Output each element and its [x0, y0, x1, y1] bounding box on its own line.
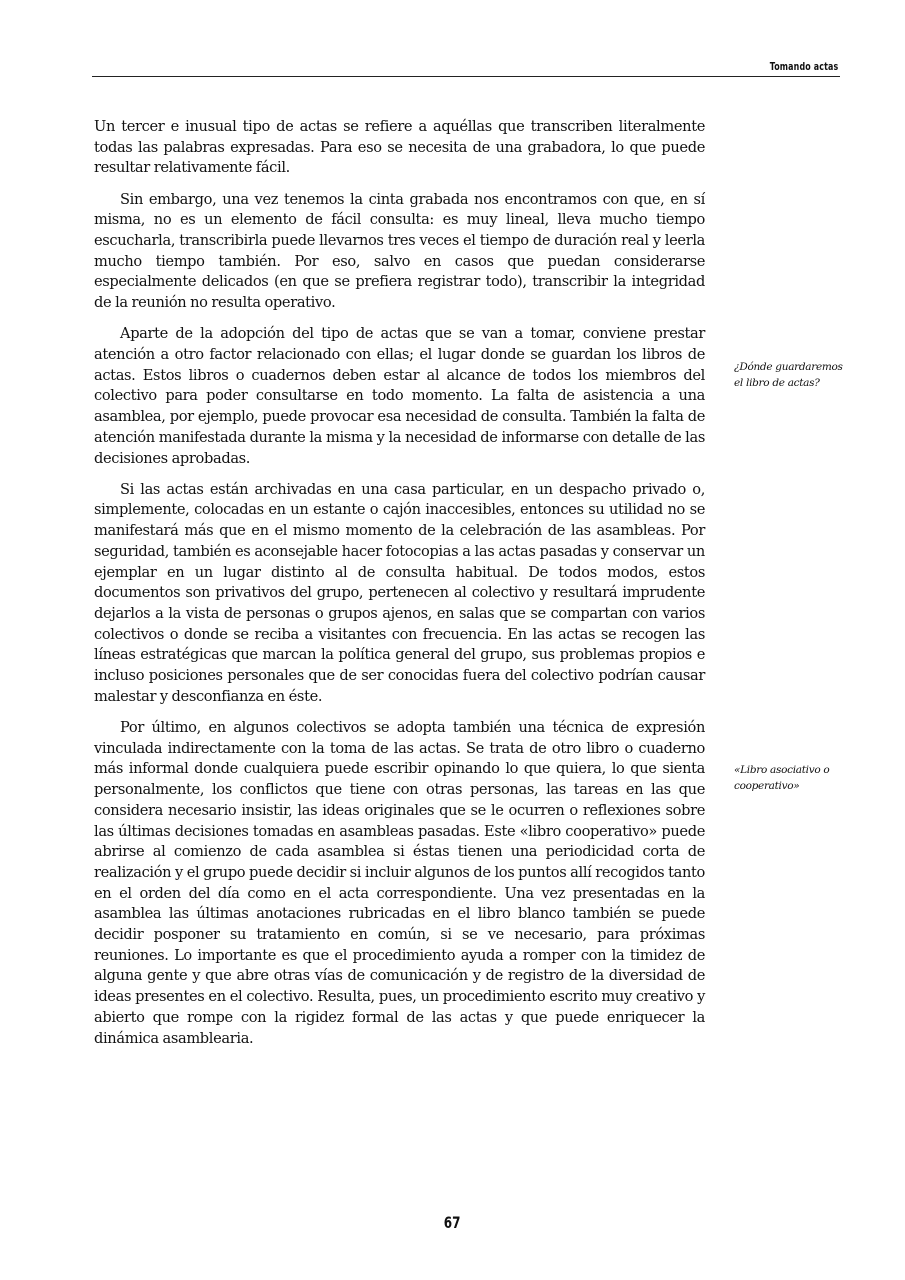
- running-header-title: Tomando actas: [769, 60, 838, 73]
- running-header: [92, 58, 840, 77]
- paragraph: Aparte de la adopción del tipo de actas que se van a tomar, conviene prestar atención a otro factor relacionado con ellas; el lugar donde se guardan los libros de actas. Estos libros o cuadernos deben estar al alcance de todos los miembros del colectivo para poder consultarse en todo momento. La falta de asistencia a una asamblea, por ejemplo, puede provocar esa necesidad de consulta. También la falta de atención manifestada durante la misma y la necesidad de informarse con detalle de las decisiones aprobadas.: [94, 325, 705, 467]
- margin-note-book-location: ¿Dónde guardaremos el libro de actas?: [734, 361, 843, 390]
- paragraph: Sin embargo, una vez tenemos la cinta grabada nos encontramos con que, en sí misma, no es un elemento de fácil consulta: es muy lineal, lleva mucho tiempo escucharla, transcribirla puede llevarnos tres veces el tiempo de duración real y leerla mucho tiempo también. Por eso, salvo en casos que puedan considerarse especialmente delicados (en que se prefiera registrar todo), transcribir la integridad de la reunión no resulta operativo.: [94, 190, 705, 312]
- margin-note-cooperative-book: «Libro asociativo o cooperativo»: [734, 764, 830, 793]
- paragraph: Un tercer e inusual tipo de actas se refiere a aquéllas que transcriben literalmente todas las palabras expresadas. Para eso se necesita de una grabadora, lo que puede resultar relativamente fácil.: [94, 118, 705, 177]
- page-number: [0, 1213, 905, 1232]
- page-number-value: 67: [444, 1213, 461, 1232]
- main-text-column: [94, 117, 705, 1060]
- paragraph: Por último, en algunos colectivos se adopta también una técnica de expresión vinculada indirectamente con la toma de las actas. Se trata de otro libro o cuaderno más informal donde cualquiera puede escribir opinando lo que quiera, lo que sienta personalmente, los conflictos que tiene con otras personas, las tareas en las que considera necesario insistir, las ideas originales que se le ocurren o reflexiones sobre las últimas decisiones tomadas en asambleas pasadas. Este «libro cooperativo» puede abrirse al comienzo de cada asamblea si éstas tienen una periodicidad corta de realización y el grupo puede decidir si incluir algunos de los puntos allí recogidos tanto en el orden del día como en el acta correspondiente. Una vez presentadas en la asamblea las últimas anotaciones rubricadas en el libro blanco también se puede decidir posponer su tratamiento en común, si se ve necesario, para próximas reuniones. Lo importante es que el procedimiento ayuda a romper con la timidez de alguna gente y que abre otras vías de comunicación y de registro de la diversidad de ideas presentes en el colectivo. Resulta, pues, un procedimiento escrito muy creativo y abierto que rompe con la rigidez formal de las actas y que puede enriquecer la dinámica asamblearia.: [94, 718, 705, 1047]
- paragraph: Si las actas están archivadas en una casa particular, en un despacho privado o, simplemente, colocadas en un estante o cajón inaccesibles, entonces su utilidad no se manifestará más que en el mismo momento de la celebración de las asambleas. Por seguridad, también es aconsejable hacer fotocopias a las actas pasadas y conservar un ejemplar en un lugar distinto al de consulta habitual. De todos modos, estos documentos son privativos del grupo, pertenecen al colectivo y resultará imprudente dejarlos a la vista de personas o grupos ajenos, en salas que se compartan con varios colectivos o donde se reciba a visitantes con frecuencia. En las actas se recogen las líneas estratégicas que marcan la política general del grupo, sus problemas propios e incluso posiciones personales que de ser conocidas fuera del colectivo podrían causar malestar y desconfianza en éste.: [94, 480, 705, 705]
